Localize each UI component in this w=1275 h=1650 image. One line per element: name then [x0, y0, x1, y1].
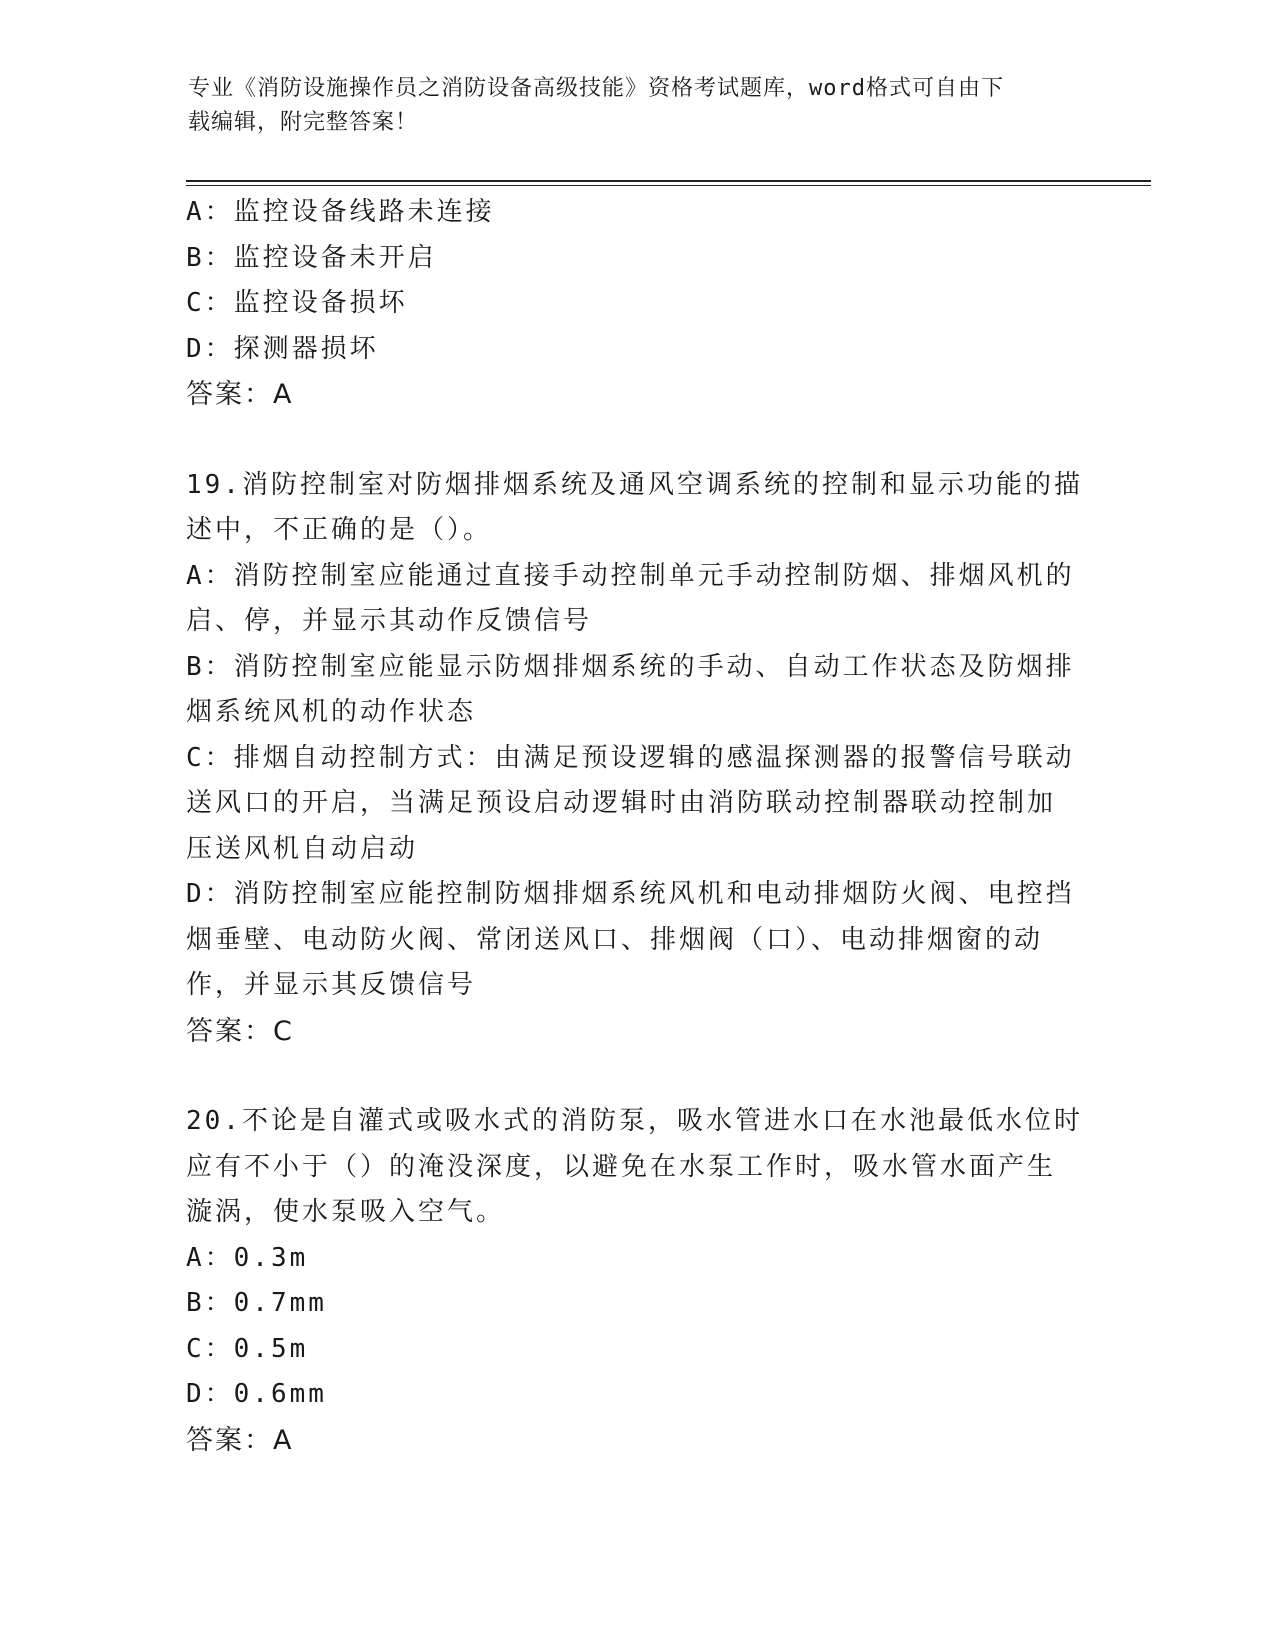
question-list: [186, 190, 1086, 1463]
answer: 答案：A: [186, 379, 294, 410]
option-d: D：消防控制室应能控制防烟排烟系统风机和电动排烟防火阀、电控挡: [186, 879, 1075, 909]
option-d: D：0.6mm: [186, 1379, 327, 1409]
option-c-cont: 压送风机自动启动: [186, 833, 419, 864]
option-c-cont: 送风口的开启，当满足预设启动逻辑时由消防联动控制器联动控制加: [186, 788, 1057, 818]
document-header: [188, 72, 1088, 140]
answer: 答案：A: [186, 1424, 294, 1456]
option-b: B：0.7mm: [186, 1288, 327, 1318]
question-stem: 20.不论是自灌式或吸水式的消防泵，吸水管进水口在水池最低水位时: [186, 1106, 1083, 1136]
header-divider-thin: [186, 185, 1151, 186]
question-19: [186, 463, 1086, 1055]
answer: 答案：C: [186, 1015, 294, 1047]
option-b: B：监控设备未开启: [186, 242, 437, 273]
option-a: A：0.3m: [186, 1242, 309, 1273]
question-stem: 应有不小于（）的淹没深度，以避免在水泵工作时，吸水管水面产生: [186, 1151, 1057, 1182]
question-stem: 述中，不正确的是（）。: [186, 515, 493, 545]
option-c: C：0.5m: [186, 1333, 309, 1364]
spacer: [186, 1054, 1086, 1099]
option-b: B：消防控制室应能显示防烟排烟系统的手动、自动工作状态及防烟排: [186, 651, 1075, 682]
option-d-cont: 作，并显示其反馈信号: [186, 970, 477, 1000]
question-18: [186, 190, 1086, 418]
header-line-1: 专业《消防设施操作员之消防设备高级技能》资格考试题库，word格式可自由下: [188, 76, 1004, 101]
option-d-cont: 烟垂壁、电动防火阀、常闭送风口、排烟阀（口）、电动排烟窗的动: [186, 924, 1044, 955]
option-b-cont: 烟系统风机的动作状态: [186, 697, 477, 727]
option-d: D：探测器损坏: [186, 333, 379, 364]
option-a: A：监控设备线路未连接: [186, 197, 495, 227]
question-stem: 漩涡，使水泵吸入空气。: [186, 1197, 506, 1227]
header-divider-thick: [186, 180, 1151, 182]
option-c: C：排烟自动控制方式：由满足预设逻辑的感温探测器的报警信号联动: [186, 742, 1075, 773]
header-line-2: 载编辑，附完整答案！: [188, 110, 419, 135]
spacer: [186, 418, 1086, 463]
option-c: C：监控设备损坏: [186, 288, 408, 318]
question-stem: 19.消防控制室对防烟排烟系统及通风空调系统的控制和显示功能的描: [186, 469, 1083, 500]
option-a-cont: 启、停，并显示其动作反馈信号: [186, 606, 593, 636]
option-a: A：消防控制室应能通过直接手动控制单元手动控制防烟、排烟风机的: [186, 560, 1075, 591]
question-20: [186, 1099, 1086, 1463]
